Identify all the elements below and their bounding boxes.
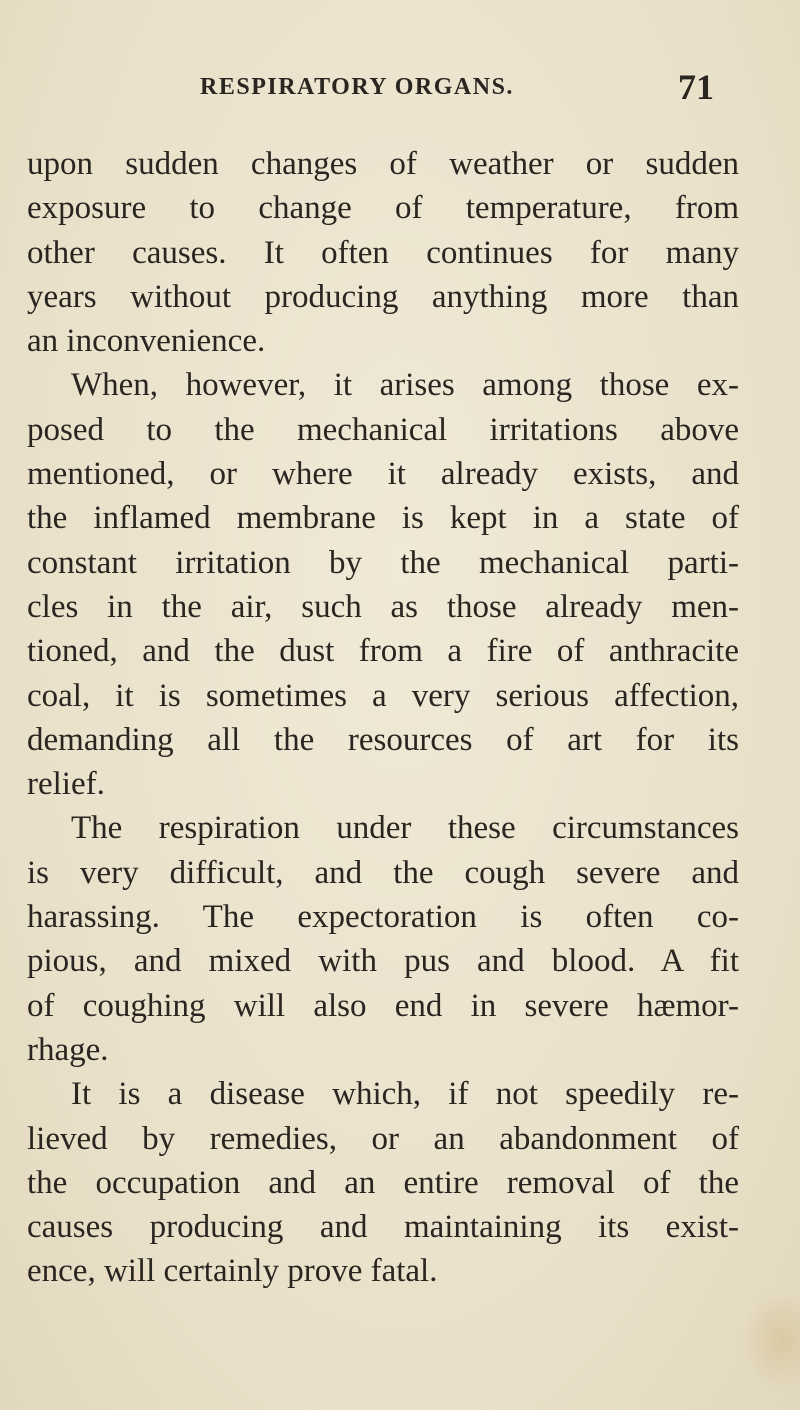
text-line: of coughing will also end in severe hæmor- bbox=[27, 987, 739, 1024]
text-line: relief. bbox=[27, 766, 105, 803]
text-line: When, however, it arises among those ex- bbox=[71, 367, 739, 404]
paper-stain bbox=[740, 1290, 800, 1390]
text-line: tioned, and the dust from a fire of anthracite bbox=[27, 633, 739, 670]
text-line: demanding all the resources of art for its bbox=[27, 721, 739, 758]
text-line: posed to the mechanical irritations above bbox=[27, 411, 739, 448]
text-line: the occupation and an entire removal of the bbox=[27, 1164, 739, 1201]
text-line: pious, and mixed with pus and blood. A fit bbox=[27, 943, 739, 980]
text-line: the inflamed membrane is kept in a state of bbox=[27, 500, 739, 537]
text-line: an inconvenience. bbox=[27, 323, 266, 360]
running-head bbox=[200, 66, 720, 110]
running-title: RESPIRATORY ORGANS. bbox=[200, 74, 514, 100]
text-line: constant irritation by the mechanical parti- bbox=[27, 544, 739, 581]
text-line: is very difficult, and the cough severe and bbox=[27, 854, 739, 891]
text-line: upon sudden changes of weather or sudden bbox=[27, 146, 739, 182]
text-line: mentioned, or where it already exists, and bbox=[27, 456, 739, 493]
paragraph-1 bbox=[27, 142, 739, 363]
text-line: exposure to change of temperature, from bbox=[27, 190, 739, 227]
text-line: other causes. It often continues for many bbox=[27, 234, 739, 271]
text-line: years without producing anything more than bbox=[27, 278, 739, 315]
paragraph-2 bbox=[27, 363, 739, 806]
paragraph-4 bbox=[27, 1072, 739, 1293]
text-line: coal, it is sometimes a very serious affection, bbox=[27, 677, 739, 714]
text-line: cles in the air, such as those already men- bbox=[27, 588, 739, 625]
text-line: It is a disease which, if not speedily re- bbox=[71, 1076, 739, 1113]
paragraph-3 bbox=[27, 806, 739, 1072]
text-line: rhage. bbox=[27, 1031, 109, 1068]
text-line: lieved by remedies, or an abandonment of bbox=[27, 1120, 739, 1157]
body-text bbox=[27, 142, 739, 1294]
text-line: The respiration under these circumstances bbox=[71, 810, 739, 847]
text-line: harassing. The expectoration is often co- bbox=[27, 899, 739, 936]
page-number: 71 bbox=[678, 67, 714, 107]
text-line: causes producing and maintaining its exist- bbox=[27, 1209, 739, 1246]
text-line: ence, will certainly prove fatal. bbox=[27, 1253, 438, 1290]
